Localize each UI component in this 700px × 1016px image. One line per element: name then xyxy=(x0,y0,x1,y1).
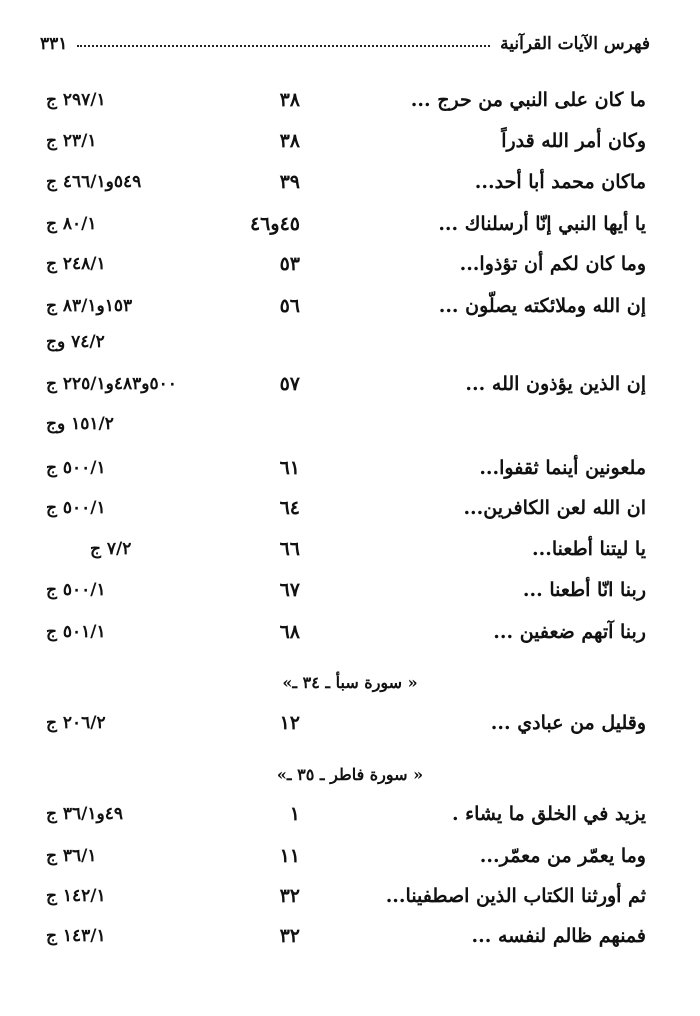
verse-number: ٦٦ xyxy=(279,538,300,560)
verse-text: ربنا انّا أطعنا ... xyxy=(522,579,646,601)
index-entry-continuation xyxy=(0,322,700,362)
verse-number: ٤٥و٤٦ xyxy=(249,213,300,235)
index-entry xyxy=(0,244,700,284)
volume-page-ref: ٥٠١/١ ج xyxy=(46,622,106,642)
verse-number: ٦٤ xyxy=(279,497,300,519)
page-number: ٣٣١ xyxy=(40,34,68,54)
volume-page-ref: ٧٤/٢ وج xyxy=(46,332,105,352)
volume-page-ref: ١٤٢/١ ج xyxy=(46,886,106,906)
verse-text: ما كان على النبي من حرج ... xyxy=(410,89,646,111)
header-dot-leader xyxy=(77,45,490,47)
volume-page-ref: ٤٩و٣٦/١ ج xyxy=(46,804,123,824)
verse-text: ملعونين أينما ثقفوا... xyxy=(479,457,646,479)
verse-number: ٥٧ xyxy=(279,373,300,395)
volume-page-ref: ١٥٣و٨٣/١ ج xyxy=(46,296,133,316)
index-entry xyxy=(0,612,700,652)
index-entry xyxy=(0,448,700,488)
verse-number: ١٢ xyxy=(279,712,300,734)
volume-page-ref: ٧/٢ ج xyxy=(90,539,132,559)
index-entry xyxy=(0,916,700,956)
verse-text: إن الذين يؤذون الله ... xyxy=(465,373,646,395)
verse-number: ٦٧ xyxy=(279,579,300,601)
verse-text: ربنا آتهم ضعفين ... xyxy=(493,621,646,643)
verse-text: وقليل من عبادي ... xyxy=(490,712,646,734)
verse-text: ماكان محمد أبا أحد... xyxy=(474,171,646,193)
verse-number: ١ xyxy=(289,803,300,825)
surah-heading-fatir: « سورة فاطر ـ ٣٥ ـ» xyxy=(276,765,424,784)
page-header xyxy=(40,22,650,54)
index-entry xyxy=(0,703,700,743)
verse-text: ان الله لعن الكافرين... xyxy=(463,497,646,519)
surah-heading-saba: « سورة سبأ ـ ٣٤ ـ» xyxy=(282,673,418,692)
volume-page-ref: ٢٠٦/٢ ج xyxy=(46,713,106,733)
index-entry xyxy=(0,876,700,916)
index-entry xyxy=(0,204,700,244)
volume-page-ref: ٥٤٩و٤٦٦/١ ج xyxy=(46,172,142,192)
index-entry xyxy=(0,529,700,569)
index-entry xyxy=(0,162,700,202)
index-entry xyxy=(0,836,700,876)
index-entry xyxy=(0,286,700,326)
verse-number: ٣٩ xyxy=(279,171,300,193)
volume-page-ref: ٥٠٠/١ ج xyxy=(46,458,106,478)
verse-number: ٣٨ xyxy=(279,89,300,111)
volume-page-ref: ١٥١/٢ وج xyxy=(46,414,114,434)
index-entry xyxy=(0,488,700,528)
verse-number: ٦٨ xyxy=(279,621,300,643)
index-entry xyxy=(0,80,700,120)
volume-page-ref: ٥٠٠/١ ج xyxy=(46,498,106,518)
verse-text: يا ليتنا أطعنا... xyxy=(531,538,646,560)
volume-page-ref: ٥٠٠/١ ج xyxy=(46,580,106,600)
header-title: فهرس الآيات القرآنية xyxy=(500,34,650,54)
index-entry xyxy=(0,570,700,610)
index-entry xyxy=(0,794,700,834)
verse-text: ثم أورثنا الكتاب الذين اصطفينا... xyxy=(385,885,646,907)
volume-page-ref: ٥٠٠و٤٨٣و٢٢٥/١ ج xyxy=(46,374,177,394)
verse-number: ٣٨ xyxy=(279,130,300,152)
verse-text: يزيد في الخلق ما يشاء . xyxy=(451,803,646,825)
verse-number: ٣٢ xyxy=(279,925,300,947)
volume-page-ref: ٢٩٧/١ ج xyxy=(46,90,106,110)
verse-number: ٦١ xyxy=(279,457,300,479)
verse-number: ٣٢ xyxy=(279,885,300,907)
volume-page-ref: ٢٣/١ ج xyxy=(46,131,97,151)
verse-text: إن الله وملائكته يصلّون ... xyxy=(438,295,646,317)
verse-number: ٥٦ xyxy=(279,295,300,317)
verse-text: يا أيها النبي إنّا أرسلناك ... xyxy=(438,213,646,235)
index-entry xyxy=(0,121,700,161)
verse-text: فمنهم ظالم لنفسه ... xyxy=(471,925,646,947)
verse-number: ٥٣ xyxy=(279,253,300,275)
volume-page-ref: ٢٤٨/١ ج xyxy=(46,254,106,274)
verse-number: ١١ xyxy=(279,845,300,867)
index-entry xyxy=(0,364,700,404)
verse-text: وما يعمّر من معمّر... xyxy=(479,845,646,867)
verse-text: وكان أمر الله قدراً xyxy=(501,130,646,152)
verse-text: وما كان لكم أن تؤذوا... xyxy=(459,253,646,275)
volume-page-ref: ٨٠/١ ج xyxy=(46,214,97,234)
volume-page-ref: ١٤٣/١ ج xyxy=(46,926,106,946)
index-entry-continuation xyxy=(0,404,700,444)
volume-page-ref: ٣٦/١ ج xyxy=(46,846,97,866)
